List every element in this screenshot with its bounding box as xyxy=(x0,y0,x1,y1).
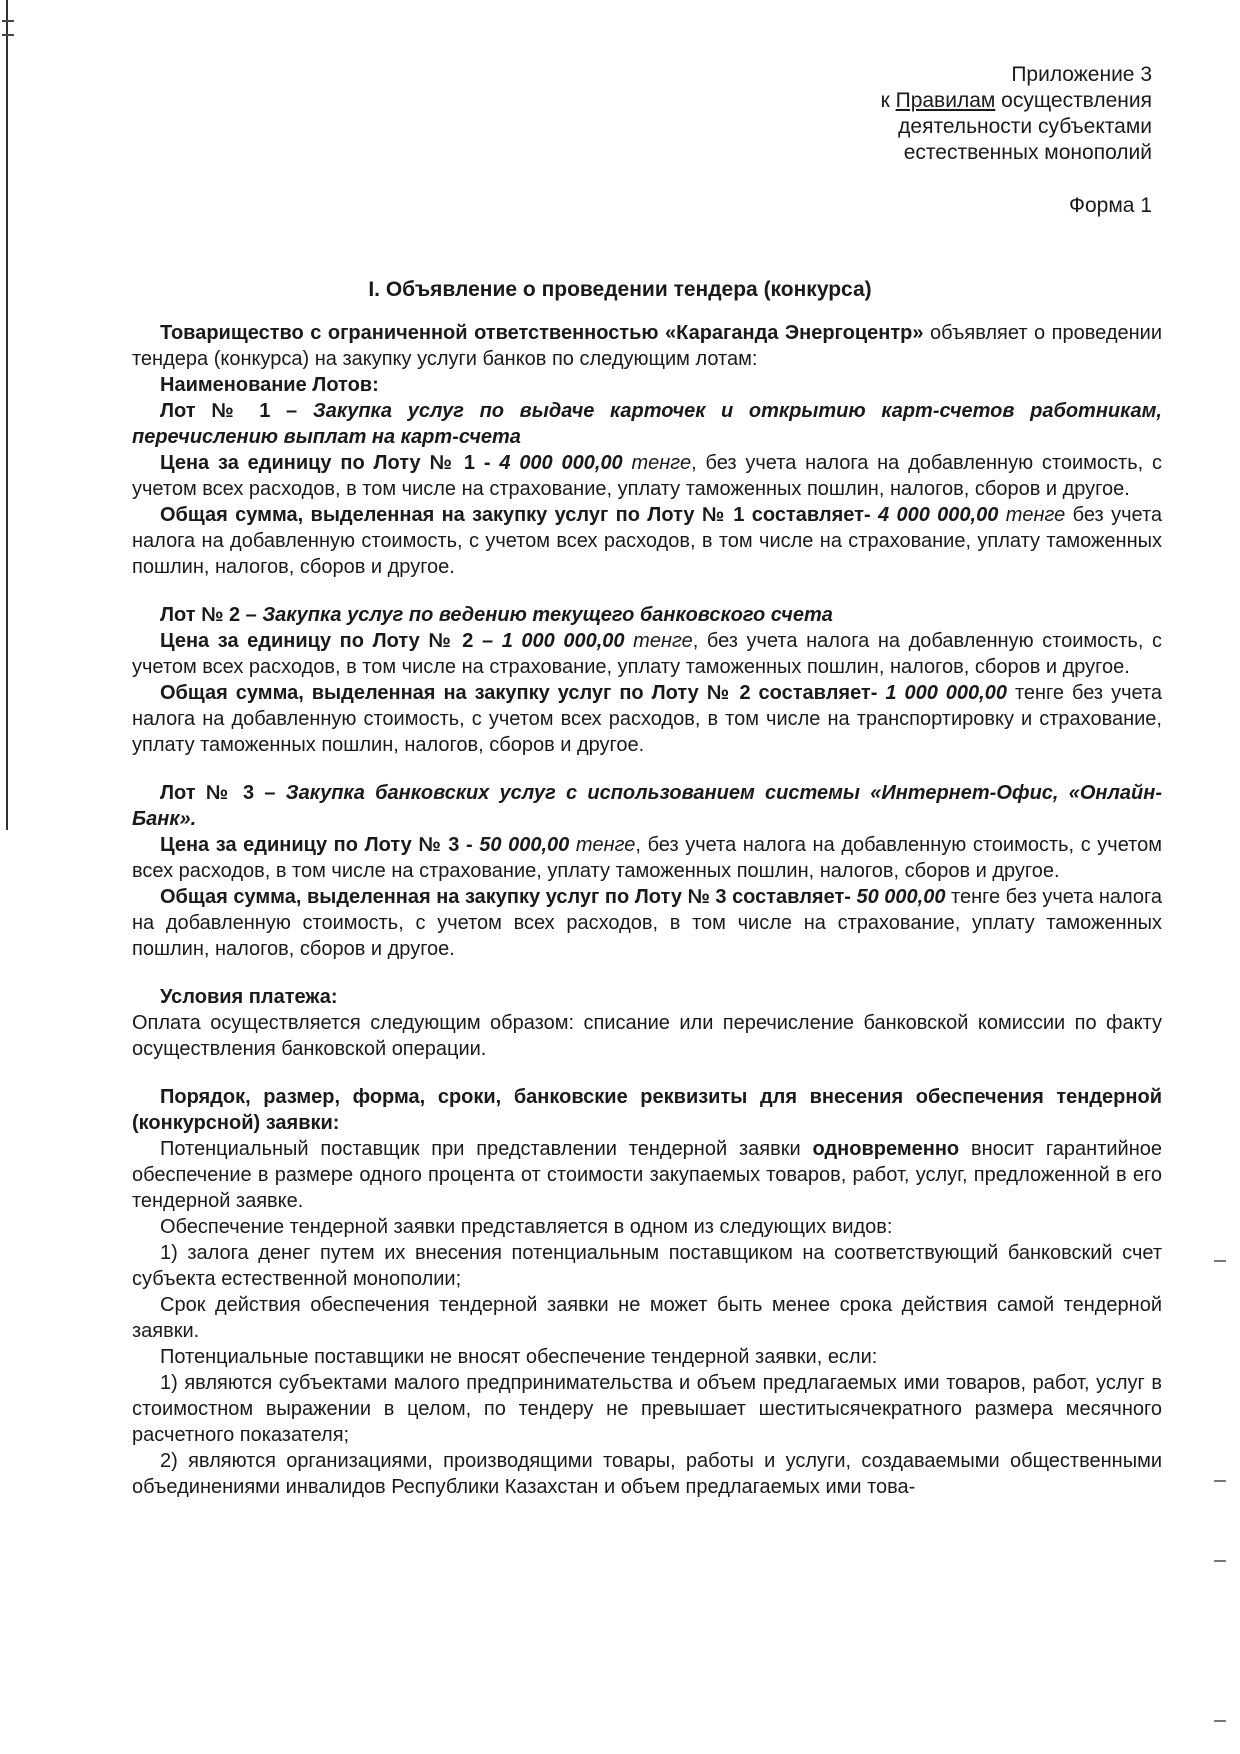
document-title: I. Объявление о проведении тендера (конкурса) xyxy=(368,278,872,301)
spacer xyxy=(132,1062,1162,1084)
price-text: , без учета налога на добавленную стоимость, с учетом всех расходов, в том числе на страхование, уплату таможенных пошлин, налогов, сборов и другое. xyxy=(132,452,1163,500)
security-paragraph: 1) залога денег путем их внесения потенциальным поставщиком на соответствующий банковский счет субъекта естественной монополии; xyxy=(132,1242,1162,1290)
total-label: Общая сумма, выделенная на закупку услуг по Лоту № 2 составляет- xyxy=(160,682,886,704)
lot-name: Закупка банковских услуг с использованием системы «Интернет-Офис, «Онлайн-Банк». xyxy=(132,782,1162,830)
security-paragraph: Срок действия обеспечения тендерной заявки не может быть менее срока действия самой тендерной заявки. xyxy=(132,1294,1162,1342)
scan-margin-mark xyxy=(1214,1480,1226,1482)
lot1-total xyxy=(132,502,1162,580)
total-value: 1 000 000,00 xyxy=(885,682,1007,704)
spacer xyxy=(132,580,1162,602)
spacer xyxy=(132,758,1162,780)
price-text: , без учета налога на добавленную стоимость, с учетом всех расходов, в том числе на страхование, уплату таможенных пошлин, налогов, сборов и другое. xyxy=(132,630,1162,678)
appendix-suffix: осуществления xyxy=(995,89,1152,112)
total-text: тенге без учета налога на добавленную стоимость, с учетом всех расходов, в том числе на страхование, уплату таможенных пошлин, налогов, сборов и другое. xyxy=(132,886,1162,960)
security-paragraph: Потенциальные поставщики не вносят обеспечение тендерной заявки, если: xyxy=(160,1346,878,1368)
security-text: Потенциальный поставщик при представлении тендерной заявки xyxy=(160,1138,813,1160)
total-label: Общая сумма, выделенная на закупку услуг по Лоту № 1 составляет- xyxy=(160,504,878,526)
lot-label: Лот № 2 – xyxy=(160,604,263,626)
price-label: Цена за единицу по Лоту № 3 - xyxy=(160,834,480,856)
lot-label: Лот № 3 – xyxy=(160,782,286,804)
payment-text: Оплата осуществляется следующим образом: списание или перечисление банковской комиссии по факту осуществления банковской операции. xyxy=(132,1012,1162,1060)
total-value: 4 000 000,00 xyxy=(877,504,999,526)
price-value: 1 000 000,00 xyxy=(501,630,625,652)
security-text: вносит гарантийное обеспечение в размере одного процента от стоимости закупаемых товаров, работ, услуг, предложенной в его тендерной заявке. xyxy=(132,1138,1162,1212)
lot3-title xyxy=(132,780,1162,832)
lot2-title xyxy=(132,602,1162,628)
scan-tick-mark xyxy=(2,20,14,22)
security-paragraph xyxy=(132,1136,1162,1214)
rules-link[interactable]: Правилам xyxy=(895,89,996,112)
scan-edge-line xyxy=(6,0,8,830)
total-text: тенге без учета налога на добавленную стоимость, с учетом всех расходов, в том числе на транспортировку и страхование, уплату таможенных пошлин, налогов, сборов и другое. xyxy=(132,682,1163,756)
document-body xyxy=(132,320,1162,1500)
security-heading: Порядок, размер, форма, сроки, банковские реквизиты для внесения обеспечения тендерной (конкурсной) заявки: xyxy=(132,1086,1162,1134)
lot2-total xyxy=(132,680,1162,758)
organization-name: Товарищество с ограниченной ответственностью «Караганда Энергоцентр» xyxy=(160,322,924,344)
scan-margin-mark xyxy=(1214,1260,1226,1262)
price-value: 50 000,00 xyxy=(479,834,570,856)
lot-label: Лот № 1 – xyxy=(160,400,313,422)
price-label: Цена за единицу по Лоту № 1 - xyxy=(160,452,500,474)
appendix-header xyxy=(692,62,1152,166)
intro-paragraph xyxy=(132,320,1162,372)
scan-margin-mark xyxy=(1214,1720,1226,1722)
price-currency: тенге xyxy=(624,630,693,652)
total-label: Общая сумма, выделенная на закупку услуг по Лоту № 3 составляет- xyxy=(160,886,857,908)
total-text: без учета налога на добавленную стоимость, с учетом всех расходов, в том числе на страхование, уплату таможенных пошлин, налогов, сборов и другое. xyxy=(132,504,1163,578)
appendix-prefix: к xyxy=(880,89,896,112)
appendix-line: естественных монополий xyxy=(903,141,1152,164)
appendix-line: деятельности субъектами xyxy=(898,115,1152,138)
price-label: Цена за единицу по Лоту № 2 – xyxy=(160,630,502,652)
price-currency: тенге xyxy=(569,834,636,856)
lot2-price xyxy=(132,628,1162,680)
lot1-title xyxy=(132,398,1162,450)
scan-margin-mark xyxy=(1214,1560,1226,1562)
lot-name: Закупка услуг по ведению текущего банковского счета xyxy=(262,604,833,626)
security-emphasis: одновременно xyxy=(812,1138,960,1160)
lots-heading: Наименование Лотов: xyxy=(160,374,379,396)
intro-text: объявляет о проведении тендера (конкурса) на закупку услуги банков по следующим лотам: xyxy=(132,322,1162,370)
lot3-total xyxy=(132,884,1162,962)
lot1-price xyxy=(132,450,1162,502)
spacer xyxy=(132,962,1162,984)
appendix-line: Приложение 3 xyxy=(1011,63,1152,86)
lot-name: Закупка услуг по выдаче карточек и открытию карт-счетов работникам, перечислению выплат на карт-счета xyxy=(132,400,1162,448)
price-currency: тенге xyxy=(622,452,692,474)
price-text: , без учета налога на добавленную стоимость, с учетом всех расходов, в том числе на страхование, уплату таможенных пошлин, налогов, сборов и другое. xyxy=(132,834,1162,882)
scan-tick-mark xyxy=(2,34,14,36)
security-paragraph: 2) являются организациями, производящими товары, работы и услуги, создаваемыми общественными объединениями инвалидов Республики Казахстан и объем предлагаемых ими това- xyxy=(132,1450,1162,1498)
lot3-price xyxy=(132,832,1162,884)
payment-heading: Условия платежа: xyxy=(160,986,338,1008)
security-paragraph: 1) являются субъектами малого предпринимательства и объем предлагаемых ими товаров, работ, услуг в стоимостном выражении в целом, по тендеру не превышает шеститысячекратного размера месячного расчетного показателя; xyxy=(132,1372,1162,1446)
form-number: Форма 1 xyxy=(1069,194,1152,217)
total-value: 50 000,00 xyxy=(856,886,946,908)
price-value: 4 000 000,00 xyxy=(499,452,623,474)
security-paragraph: Обеспечение тендерной заявки представляется в одном из следующих видов: xyxy=(160,1216,893,1238)
appendix-line xyxy=(692,88,1152,114)
total-currency: тенге xyxy=(998,504,1066,526)
